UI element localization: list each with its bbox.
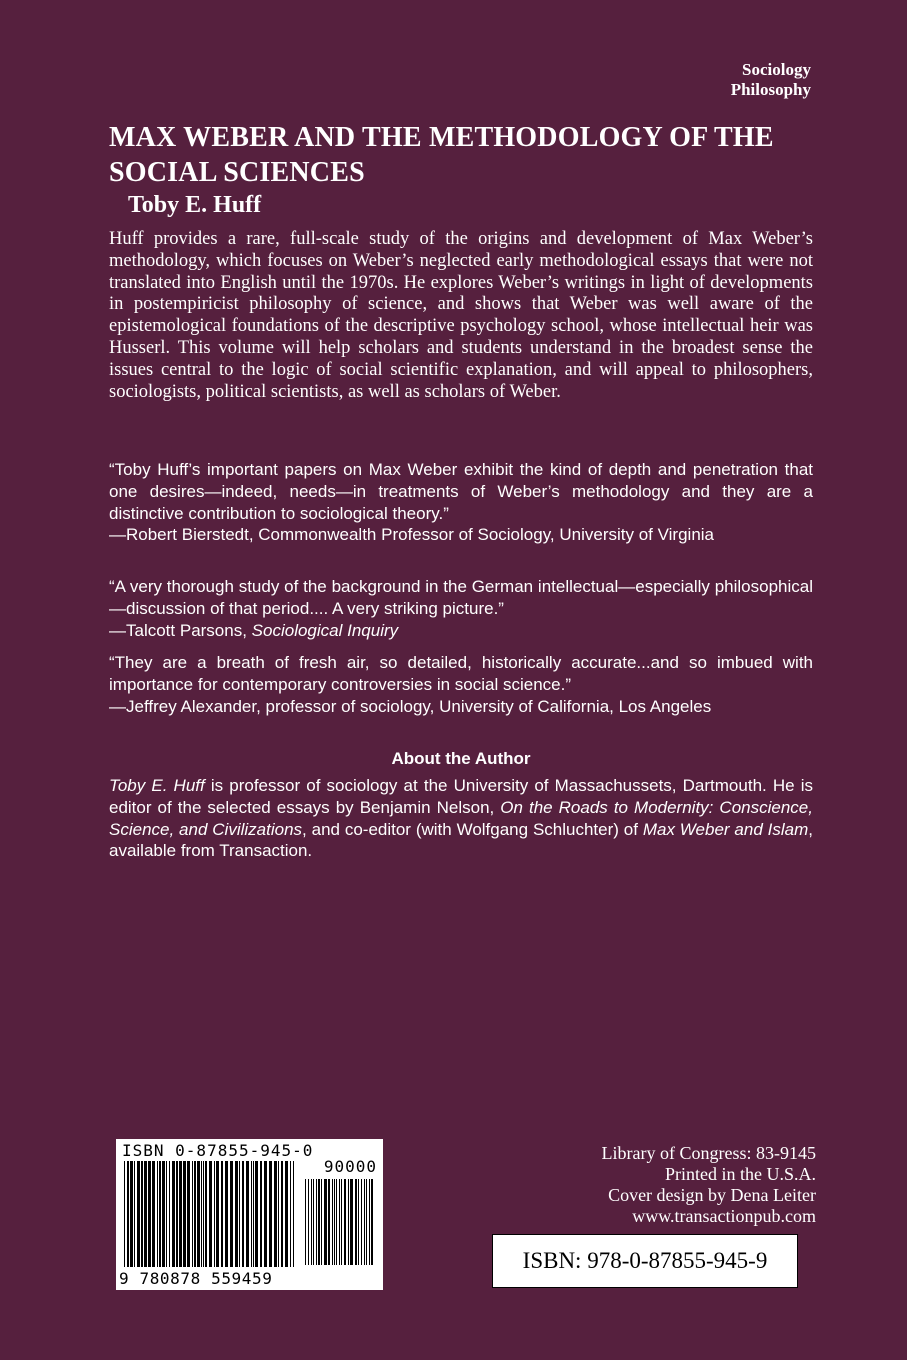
barcode (116, 1139, 383, 1290)
barcode-bar (348, 1179, 349, 1265)
library-of-congress: Library of Congress: 83-9145 (601, 1143, 816, 1163)
barcode-bar (235, 1161, 238, 1267)
about-author-heading: About the Author (391, 749, 531, 768)
barcode-bar (137, 1161, 140, 1267)
isbn13-text: ISBN: 978-0-87855-945-9 (522, 1248, 768, 1273)
barcode-bar (159, 1161, 161, 1267)
barcode-bar (361, 1179, 362, 1265)
cover-design: Cover design by Dena Leiter (608, 1185, 816, 1205)
barcode-bar (197, 1161, 200, 1267)
barcode-bar (293, 1161, 294, 1267)
barcode-bar (230, 1161, 233, 1267)
barcode-bar (290, 1161, 291, 1267)
book-description: Huff provides a rare, full-scale study of the origins and development of Max Weber’s methodology, which focuses on Weber’s neglected early methodological essays that were not translated into English until the 1970s. He explores Weber’s writings in light of developments in postempiricist philosophy of science, and shows that Weber was well aware of the epistemological foundations of the descriptive psychology school, whose intellectual heir was Husserl. This volume will help scholars and students understand in the broadest sense the issues central to the logic of social scientific explanation, and will appeal to philosophers, sociologists, political scientists, as well as scholars of Weber. (109, 229, 813, 402)
printed-in: Printed in the U.S.A. (665, 1164, 816, 1184)
barcode-bar (318, 1179, 320, 1265)
barcode-bar (324, 1179, 327, 1265)
barcode-bar (369, 1179, 370, 1265)
barcode-bar (339, 1179, 340, 1265)
barcode-bar (366, 1179, 367, 1265)
barcode-bar (127, 1161, 129, 1267)
about-text-2: , and co-editor (with Wolfgang Schluchter) of (302, 819, 643, 839)
review-quote-2 (109, 576, 813, 641)
barcode-bar (183, 1161, 186, 1267)
barcode-price-code: 90000 (323, 1157, 377, 1176)
barcode-bar (274, 1161, 277, 1267)
barcode-bar (194, 1161, 196, 1267)
about-text-3: , available from Transaction. (109, 819, 813, 861)
barcode-bar (285, 1161, 288, 1267)
barcode-bar (162, 1161, 165, 1267)
barcode-bar (358, 1179, 359, 1265)
barcode-bar (201, 1161, 202, 1267)
barcode-bar (332, 1179, 333, 1265)
about-book-1: On the Roads to Modernity: Conscience, Science, and Civilizations (109, 797, 813, 839)
barcode-bar (134, 1161, 135, 1267)
publisher-info (602, 1143, 816, 1227)
barcode-bar (316, 1179, 317, 1265)
review-quote-3 (109, 652, 813, 717)
review-quote-1-text: “Toby Huff’s important papers on Max Weber exhibit the kind of depth and penetration that one desires—indeed, needs—in treatments of Weber’s methodology and they are a distinctive contribution to sociological theory.” (109, 460, 813, 523)
barcode-ean-digits: 9 780878 559459 (119, 1269, 273, 1288)
book-title: MAX WEBER AND THE METHODOLOGY OF THE SOCIAL SCIENCES (109, 122, 774, 188)
review-quote-1 (109, 459, 813, 546)
barcode-bar (157, 1161, 158, 1267)
barcode-bar (253, 1161, 254, 1267)
barcode-bar (269, 1161, 272, 1267)
barcode-bar (239, 1161, 240, 1267)
barcode-bar (313, 1179, 314, 1265)
barcode-bar (260, 1161, 262, 1267)
barcode-bar (350, 1179, 353, 1265)
review-quote-1-attribution: —Robert Bierstedt, Commonwealth Professor of Sociology, University of Virginia (109, 525, 715, 545)
barcode-isbn10: ISBN 0-87855-945-0 (122, 1141, 314, 1160)
about-book-2: Max Weber and Islam (642, 819, 809, 839)
barcode-bar (176, 1161, 178, 1267)
barcode-bar (251, 1161, 252, 1267)
barcode-bar (216, 1161, 219, 1267)
barcode-bar (364, 1179, 365, 1265)
review-quote-2-attribution (109, 620, 813, 642)
barcode-bar (246, 1161, 249, 1267)
barcode-bar (355, 1179, 357, 1265)
barcode-bar (130, 1161, 133, 1267)
barcode-bar (225, 1161, 228, 1267)
about-text-1: is professor of sociology at the University of Massachussets, Dartmouth. He is editor of the selected essays by Benjamin Nelson, (109, 776, 813, 817)
barcode-bar (305, 1179, 306, 1265)
barcode-bar (192, 1161, 193, 1267)
barcode-bar (124, 1161, 125, 1267)
barcode-bar (141, 1161, 143, 1267)
review-quote-2-text: “A very thorough study of the background in the German intellectual—especially philosophical—discussion of that period.... A very striking picture.” (109, 577, 813, 618)
barcode-bar (334, 1179, 335, 1265)
about-author-name: Toby E. Huff (109, 776, 205, 795)
barcode-bar (311, 1179, 312, 1265)
review-quote-2-attribution-name: —Talcott Parsons, (109, 620, 252, 640)
barcode-bar (169, 1161, 170, 1267)
isbn13-box (492, 1234, 798, 1288)
barcode-bar (344, 1179, 346, 1265)
subject-categories (731, 60, 811, 100)
barcode-bar (281, 1161, 283, 1267)
barcode-bar (166, 1161, 167, 1267)
barcode-bar (255, 1161, 258, 1267)
review-quote-3-text: “They are a breath of fresh air, so detailed, historically accurate...and so imbued with importance for contemporary controversies in social science.” (109, 653, 813, 694)
barcode-bar (328, 1179, 330, 1265)
barcode-bar (264, 1161, 267, 1267)
barcode-bar (187, 1161, 190, 1267)
barcode-bar (214, 1161, 215, 1267)
about-author-text (109, 775, 813, 862)
barcode-bar (172, 1161, 175, 1267)
barcode-bar (205, 1161, 207, 1267)
barcode-bar (321, 1179, 322, 1265)
barcode-bar (148, 1161, 151, 1267)
barcode-bar (209, 1161, 212, 1267)
review-quote-3-attribution: —Jeffrey Alexander, professor of sociology, University of California, Los Angeles (109, 696, 712, 716)
ean-barcode-bars (124, 1161, 296, 1267)
barcode-bar (336, 1179, 337, 1265)
barcode-bar (203, 1161, 204, 1267)
barcode-bar (152, 1161, 155, 1267)
publisher-url: www.transactionpub.com (632, 1206, 816, 1226)
barcode-bar (242, 1161, 244, 1267)
price-barcode-bars (305, 1179, 375, 1265)
subject-philosophy: Philosophy (730, 80, 811, 99)
subject-sociology: Sociology (742, 60, 811, 79)
barcode-bar (144, 1161, 147, 1267)
barcode-bar (179, 1161, 182, 1267)
barcode-bar (341, 1179, 342, 1265)
barcode-bar (278, 1161, 279, 1267)
review-quote-2-source: Sociological Inquiry (251, 620, 399, 640)
book-author: Toby E. Huff (128, 192, 262, 218)
barcode-bar (221, 1161, 223, 1267)
barcode-bar (371, 1179, 373, 1265)
barcode-bar (308, 1179, 309, 1265)
